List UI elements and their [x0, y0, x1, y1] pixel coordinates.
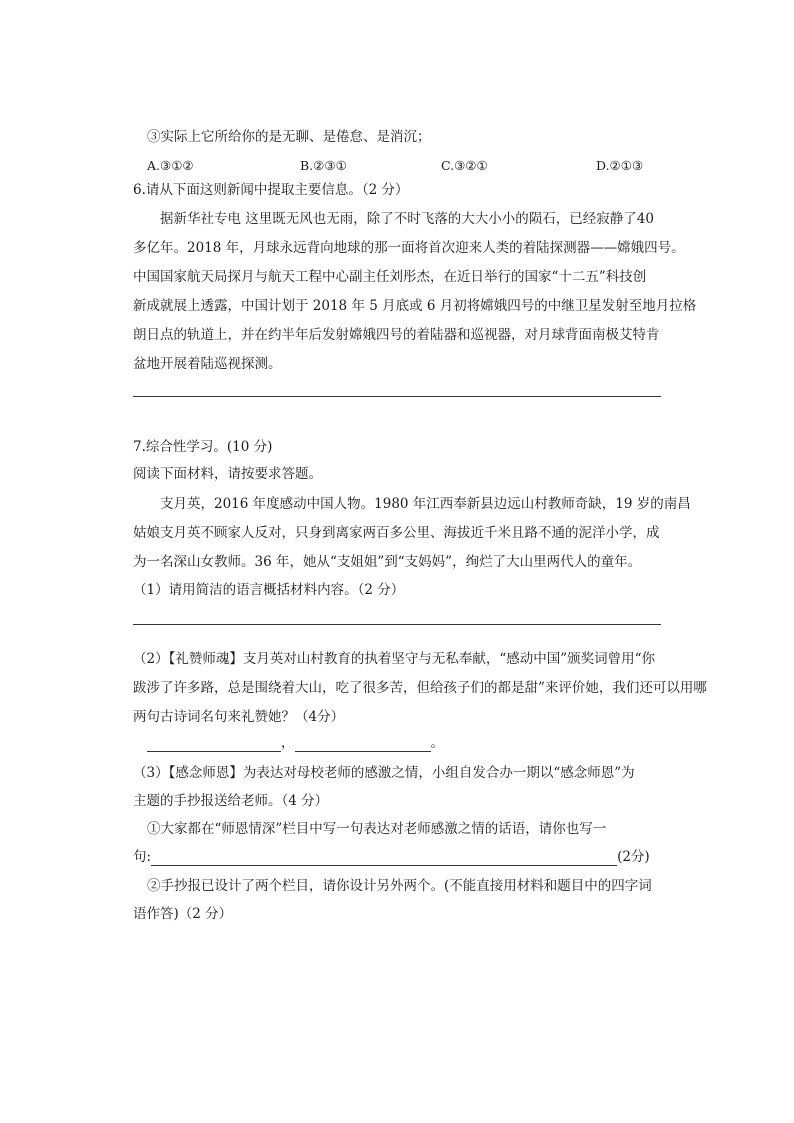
period: 。: [430, 735, 444, 751]
q5-option-a: A.③①②: [147, 158, 194, 173]
q6-news-line: 中国国家航天局探月与航天工程中心副主任刘彤杰，在近日举行的国家“十二五”科技创: [133, 269, 647, 285]
q7-sub3-item1-blank[interactable]: [151, 851, 617, 866]
item1-score: (2分): [617, 849, 650, 865]
q7-sub2-line: （2）【礼赞师魂】支月英对山村教育的执着坚守与无私奉献，“感动中国”颁奖词曾用“你: [133, 651, 656, 667]
q6-news-line: 多亿年。2018 年，月球永远背向地球的那一面将首次迎来人类的着陆探测器——嫦娥四号。: [133, 240, 685, 256]
q7-sub1-answer-line[interactable]: [133, 624, 661, 625]
item1-prefix: 句:: [133, 849, 152, 865]
q5-item-3: ③实际上它所给你的是无聊、是倦怠、是消沉；: [147, 129, 431, 145]
q6-news-line: 朗日点的轨道上，并在约半年后发射嫦娥四号的着陆器和巡视器，对月球背面南极艾特肯: [133, 327, 660, 343]
q7-sub2-answer-row: [147, 734, 444, 752]
comma: ，: [281, 735, 295, 751]
q7-sub2-blank-1[interactable]: [147, 737, 281, 752]
q6-news-line: 新成就展上透露，中国计划于 2018 年 5 月底或 6 月初将嫦娥四号的中继卫星发射至地月拉格: [133, 298, 697, 314]
q7-sub2-line: 跋涉了许多路，总是围绕着大山，吃了很多苦，但给孩子们的都是甜”来评价她，我们还可以用哪: [133, 680, 707, 696]
q7-sub3-item2-line: 语作答)（2 分）: [133, 906, 233, 922]
q7-sub3-item1: ①大家都在“师恩情深”栏目中写一句表达对老师感激之情的话语，请你也写一: [147, 821, 607, 837]
q5-option-b: B.②③①: [300, 158, 347, 173]
q7-sub2-line: 两句古诗词名句来礼赞她？（4分）: [133, 709, 345, 725]
q7-material-line: 为一名深山女教师。36 年，她从“支姐姐”到“支妈妈”，绚烂了大山里两代人的童年。: [133, 554, 642, 570]
q7-sub1: （1）请用简洁的语言概括材料内容。（2 分）: [133, 582, 405, 598]
q5-option-d: D.②①③: [596, 158, 644, 173]
q7-sub3-item1-answer-row: [133, 848, 650, 866]
q6-answer-line[interactable]: [133, 396, 661, 397]
q7-sub2-blank-2[interactable]: [295, 737, 431, 752]
q6-news-line: 据新华社专电 这里既无风也无雨，除了不时飞落的大大小小的陨石，已经寂静了40: [160, 211, 654, 227]
q7-sub3-item2-line: ②手抄报已设计了两个栏目，请你设计另外两个。(不能直接用材料和题目中的四字词: [147, 878, 652, 894]
q6-news-line: 盆地开展着陆巡视探测。: [133, 356, 282, 372]
q7-instruction: 阅读下面材料，请按要求答题。: [133, 466, 322, 482]
q7-material-line: 姑娘支月英不顾家人反对，只身到离家两百多公里、海拔近千米且路不通的泥洋小学，成: [133, 525, 660, 541]
q7-title: 7.综合性学习。(10 分): [133, 439, 273, 455]
q7-material-line: 支月英，2016 年度感动中国人物。1980 年江西奉新县边远山村教师奇缺，19 岁的南昌: [160, 496, 691, 512]
q6-title: 6.请从下面这则新闻中提取主要信息。（2 分）: [133, 182, 409, 198]
q7-sub3-line: （3）【感念师恩】为表达对母校老师的感激之情，小组自发合办一期以“感念师恩”为: [133, 765, 635, 781]
q5-option-c: C.③②①: [441, 158, 488, 173]
q7-sub3-line: 主题的手抄报送给老师。（4 分）: [133, 793, 329, 809]
